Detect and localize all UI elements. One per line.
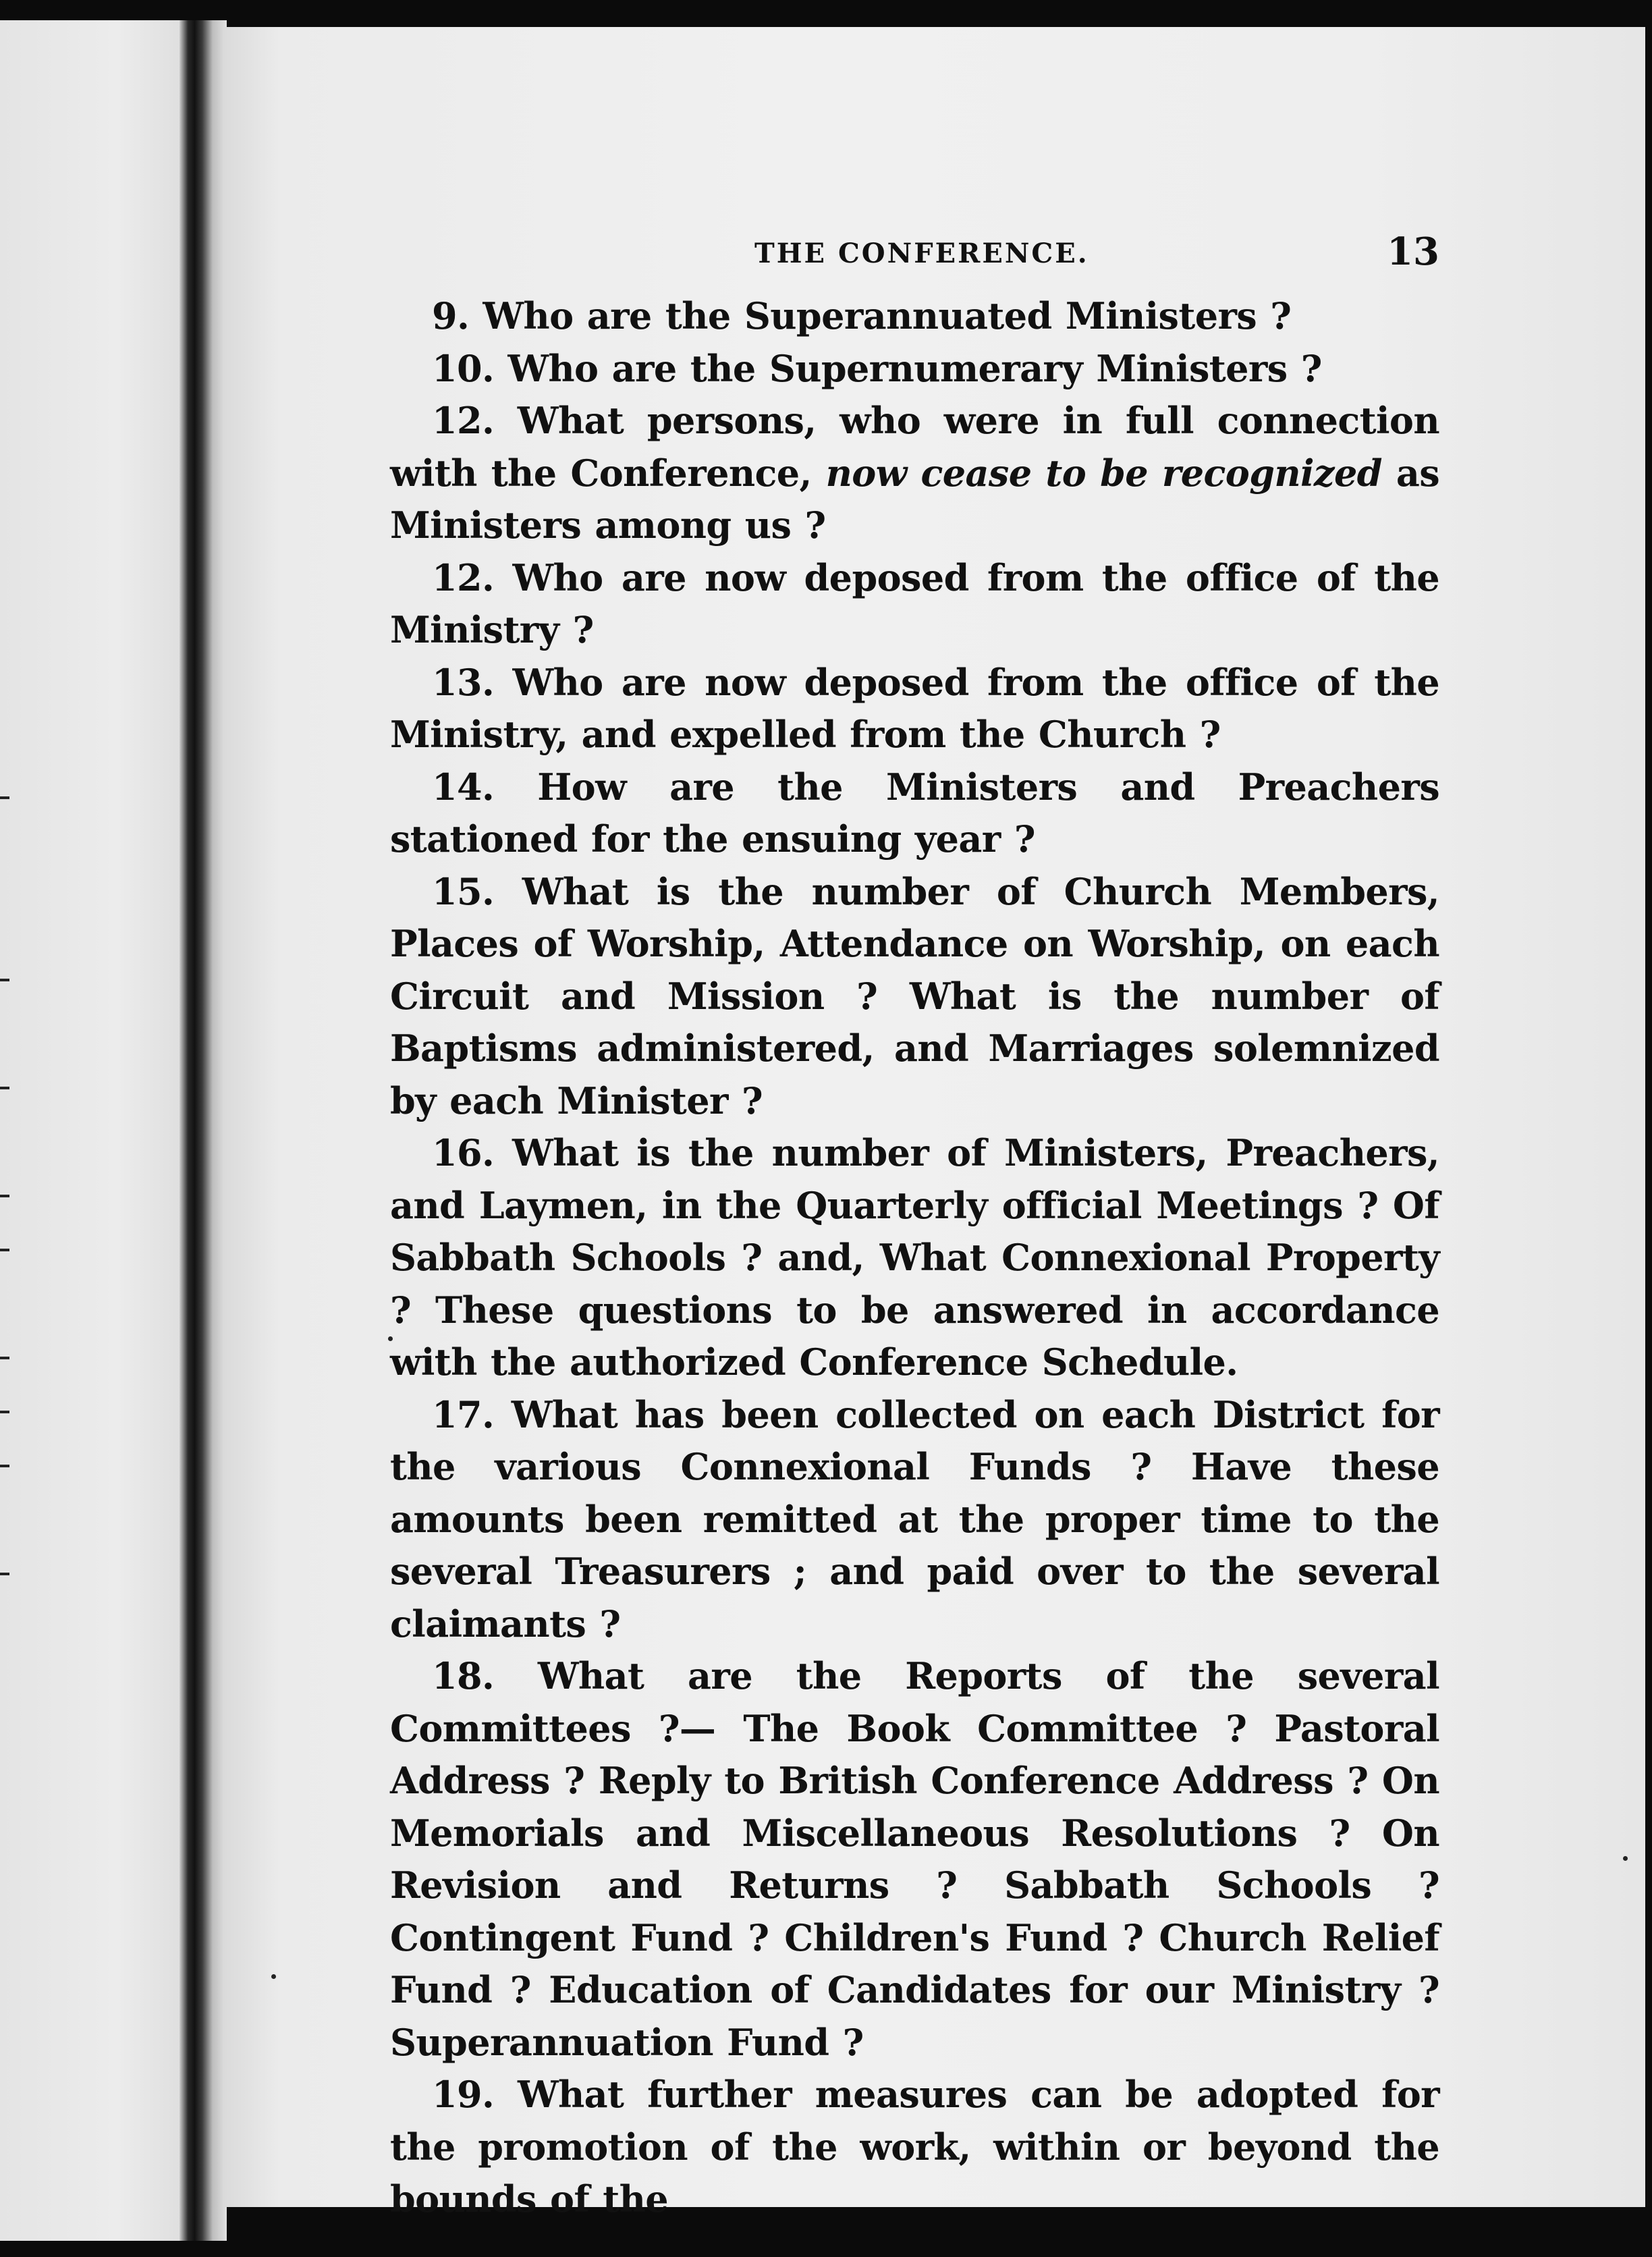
page-number: 13 [1387,229,1439,274]
question-12-persons [390,395,1439,552]
running-title: THE CONFERENCE. [754,238,1089,269]
facing-page-mark [0,1411,9,1413]
facing-page-mark [0,1573,9,1575]
question-10: 10. Who are the Supernumerary Ministers ? [432,346,1322,390]
question-15: 15. What is the number of Church Members, Places of Worship, Attendance on Worship, on each Circuit and Mission ? What is the number of Baptisms administered, and Marriages solemnized by each Minister ? [390,869,1439,1122]
question-18: 18. What are the Reports of the several Committees ?— The Book Committee ? Pastoral Address ? Reply to British Conference Address ? On Memorials and Miscellaneous Resolutions ? On Revision and Returns ? Sabbath Schools ? Contingent Fund ? Children's Fund ? Church Relief Fund ? Education of Candidates for our Ministry ? Superannuation Fund ? [390,1654,1439,2064]
question-14: 14. How are the Ministers and Preachers stationed for the ensuing year ? [390,765,1439,861]
question-17: 17. What has been collected on each District for the various Connexional Funds ? Have these amounts been remitted at the proper time to the several Treasurers ; and paid over to the several claimants ? [390,1392,1439,1646]
book-gutter [180,20,227,2241]
facing-page-mark [0,1357,9,1359]
page-text [390,229,1439,2226]
question-text: 12. What persons, who were in full connection with the Conference, [390,399,1439,495]
question-text: as Ministers among us ? [390,451,1440,547]
italic-phrase: now cease to be recognized [825,451,1382,495]
facing-page-mark [0,1087,9,1089]
paper-speck [271,1974,276,1979]
question-12-deposed: 12. Who are now deposed from the office of the Ministry ? [390,555,1439,651]
question-16: 16. What is the number of Ministers, Preachers, and Laymen, in the Quarterly official Meetings ? Of Sabbath Schools ? and, What Connexional Property ? These questions to be answered in accordance with the authorized Conference Schedule. [390,1131,1439,1384]
question-19: 19. What further measures can be adopted for the promotion of the work, within or beyond the bounds of the [390,2073,1439,2221]
facing-page-mark [0,796,9,799]
facing-page-mark [0,1195,9,1197]
facing-page-mark [0,1465,9,1467]
facing-page-mark [0,979,9,981]
facing-page-mark [0,1249,9,1251]
paper-speck [1623,1856,1628,1861]
facing-page-edge [0,20,196,2241]
question-13: 13. Who are now deposed from the office of the Ministry, and expelled from the Church ? [390,660,1439,756]
question-9: 9. Who are the Superannuated Ministers ? [432,294,1292,337]
running-head [390,229,1439,290]
